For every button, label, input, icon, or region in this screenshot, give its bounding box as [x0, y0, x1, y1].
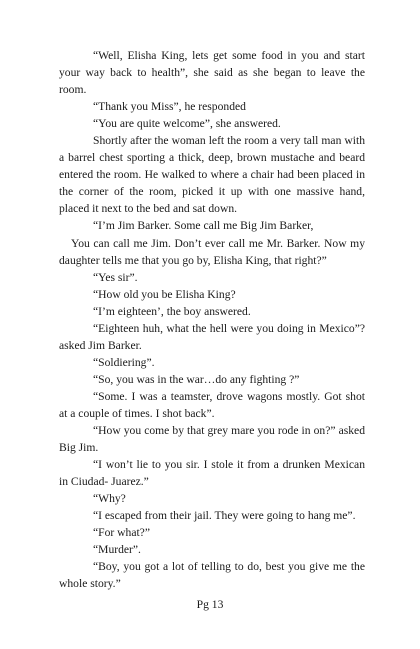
paragraph: “Some. I was a teamster, drove wagons mostly. Got shot at a couple of times. I shot back”. [59, 389, 365, 420]
paragraph: “So, you was in the war…do any fighting ?” [93, 372, 300, 386]
paragraph: “I’m Jim Barker. Some call me Big Jim Barker, [93, 219, 314, 233]
page-number: Pg 13 [196, 598, 224, 611]
paragraph: “Eighteen huh, what the hell were you doing in Mexico”? asked Jim Barker. [59, 321, 365, 352]
paragraph: “Soldiering”. [93, 355, 155, 369]
paragraph: “I’m eighteen’, the boy answered. [93, 304, 251, 318]
paragraph: “You are quite welcome”, she answered. [93, 117, 281, 131]
paragraph: “Thank you Miss”, he responded [93, 100, 246, 114]
paragraph: Shortly after the woman left the room a very tall man with a barrel chest sporting a thick, deep, brown mustache and beard entered the room. He walked to where a chair had been placed in the corner of the room, picked it up with one massive hand, placed it next to the bed and sat down. [59, 134, 365, 216]
page-body [59, 47, 365, 593]
paragraph: “Murder”. [93, 543, 141, 557]
paragraph: You can call me Jim. Don’t ever call me Mr. Barker. Now my daughter tells me that you go by, Elisha King, that right?” [59, 236, 365, 267]
paragraph: “For what?” [93, 526, 150, 540]
paragraph: “I escaped from their jail. They were going to hang me”. [93, 509, 356, 523]
paragraph: “Boy, you got a lot of telling to do, best you give me the whole story.” [59, 560, 365, 591]
paragraph: “How you come by that grey mare you rode in on?” asked Big Jim. [59, 424, 365, 455]
paragraph: “Well, Elisha King, lets get some food in you and start your way back to health”, she said as she began to leave the room. [59, 49, 365, 97]
paragraph: “I won’t lie to you sir. I stole it from a drunken Mexican in Ciudad- Juarez.” [59, 458, 365, 489]
paragraph: “Why? [93, 492, 126, 506]
paragraph: “How old you be Elisha King? [93, 287, 236, 301]
paragraph: “Yes sir”. [93, 270, 138, 284]
